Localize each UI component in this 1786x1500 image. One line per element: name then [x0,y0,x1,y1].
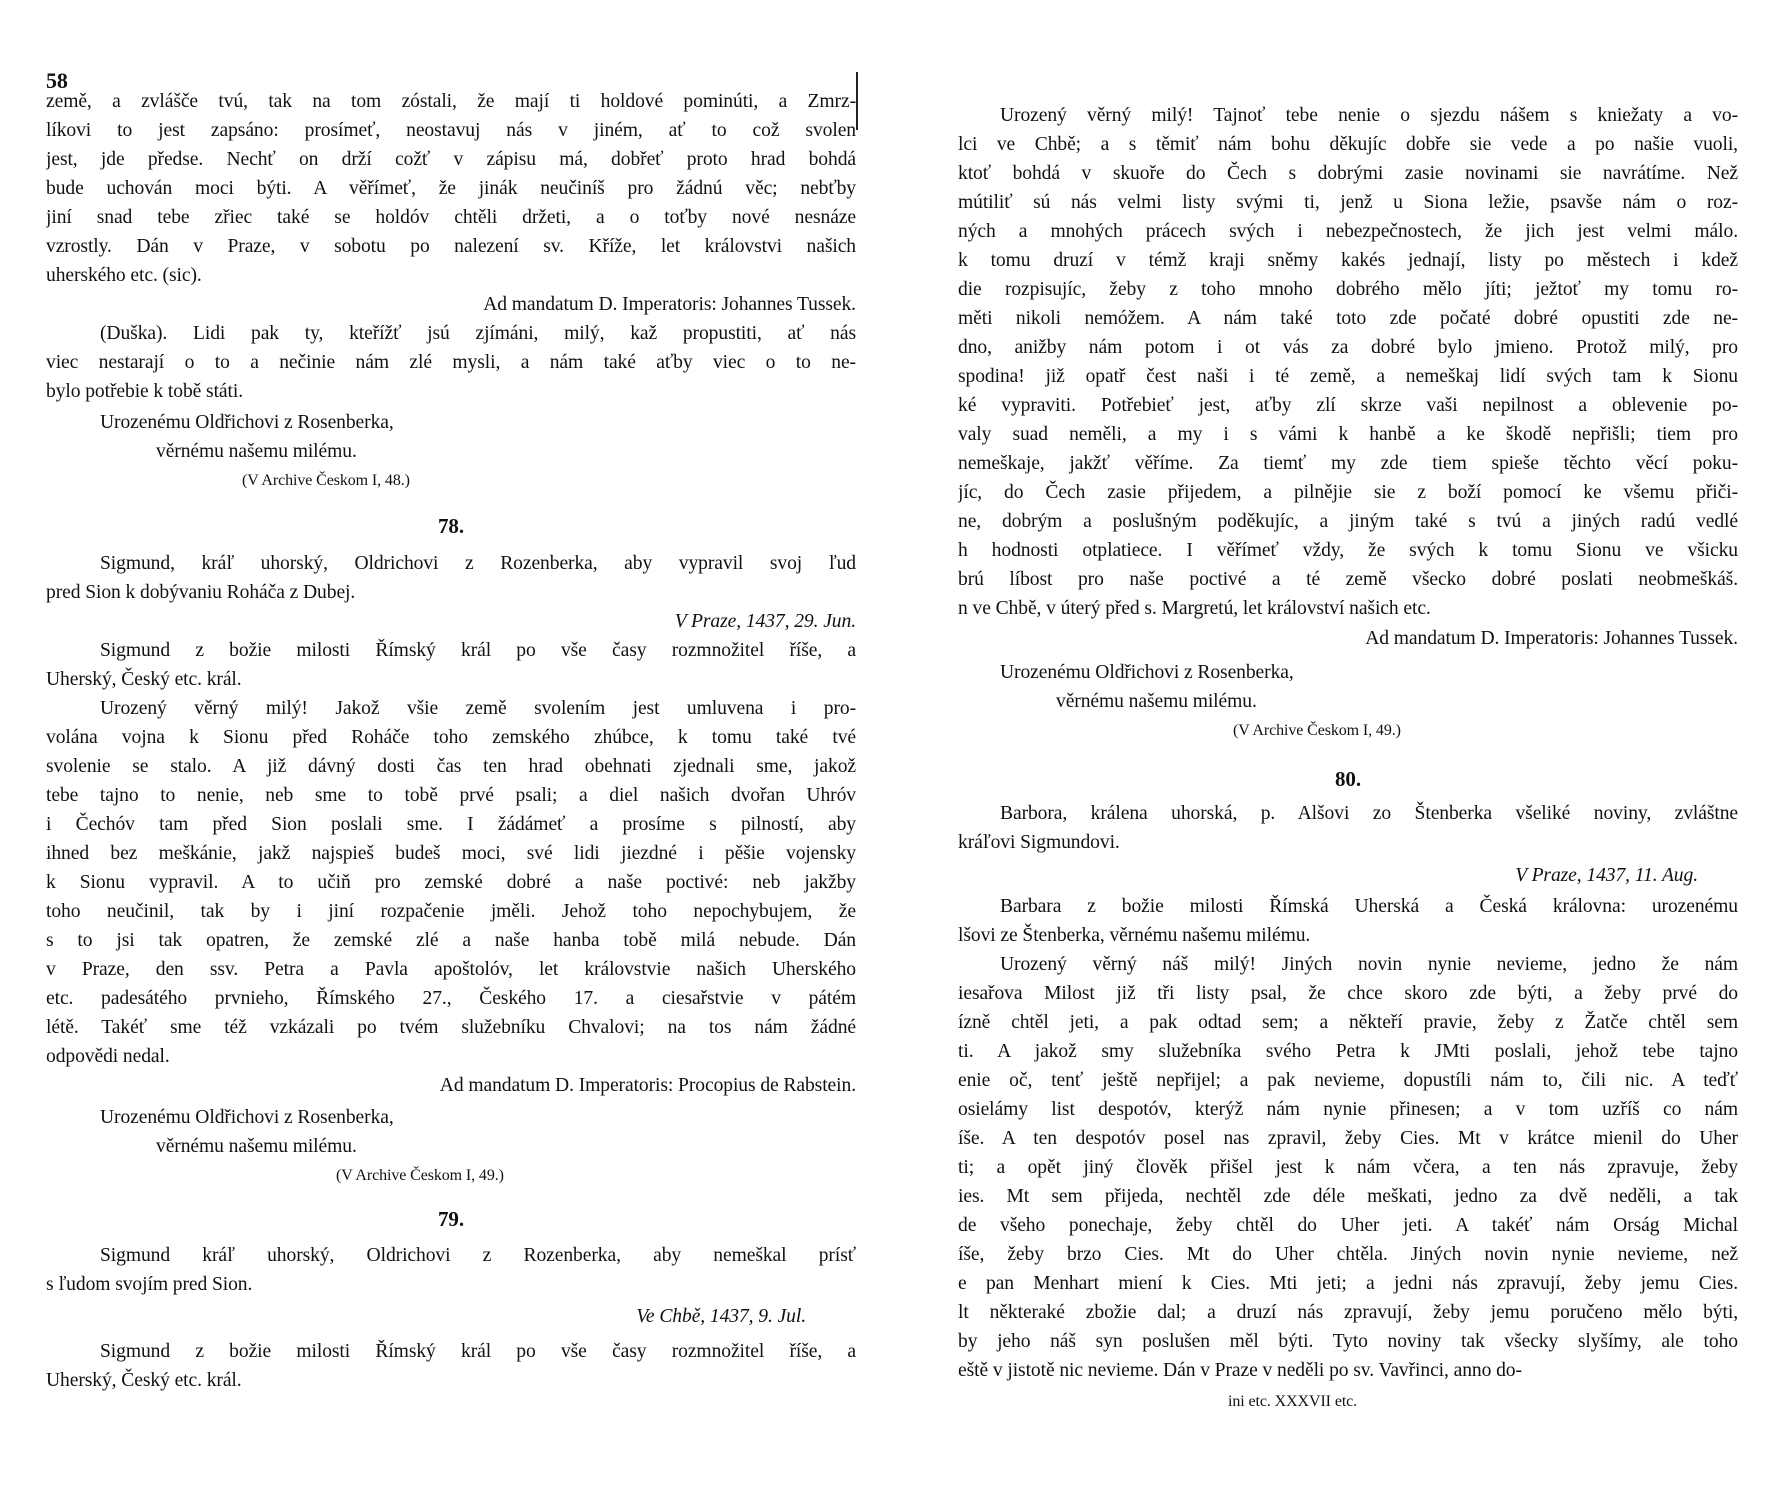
text-line: enie oč, tenť ještě nepřijel; a pak nevieme, dopustíli nám to, čili nic. A teďť [958,1070,1738,1091]
text-line: by jeho náš syn poslušen měl býti. Tyto noviny tak všecky slyšímy, ale toho [958,1331,1738,1352]
text-line: jiní snad tebe zřiec také se holdóv chtěli držeti, a o toťby nové nesnáze [46,207,856,228]
text-line: ne, dobrým a poslušným poděkujíc, a jiným také s tvú a jiných radú vedlé [958,511,1738,532]
source-citation: (V Archive Českom I, 49.) [1233,722,1401,739]
text-line: Urozený věrný milý! Tajnoť tebe nenie o sjezdu nášem s kniežaty a vo- [1000,105,1738,126]
text-line: ti; a opět jiný člověk přišel jest k nám včera, a ten nás zpravuje, žeby [958,1157,1738,1178]
text-line: uherského etc. (sic). [46,265,202,286]
text-line: de všeho ponechaje, žeby chtěl do Uher jeti. A takéť nám Orság Michal [958,1215,1738,1236]
text-line: s to jsi tak opatren, že zemské zlé a naše hanba tobě milá nebude. Dán [46,930,856,951]
text-line: lci ve Chbě; a s těmiť nám bohu děkujíc dobře sie vede a po našie vuoli, [958,134,1738,155]
page-number: 58 [46,68,68,93]
text-line: Barbara z božie milosti Římská Uherská a Česká královna: urozenému [1000,896,1738,917]
document-number: 79. [438,1207,464,1231]
text-line: k tomu druzí v témž kraji sněmy kakés jednají, listy po městech i kdež [958,250,1738,271]
mandate-line: Ad mandatum D. Imperatoris: Johannes Tussek. [1365,628,1738,649]
text-line: Sigmund, kráľ uhorský, Oldrichovi z Rozenberka, aby vypravil svoj ľud [100,553,856,574]
text-line: dno, anižby nám potom i ot vás za dobré bylo jmieno. Protož milý, pro [958,337,1738,358]
text-line: valy suad neměli, a my i s vámi k hanbě a ke škodě nepřišli; tiem pro [958,424,1738,445]
text-line: ízně chtěl jeti, a pak odtad sem; a někteří pravie, žeby z Žatče chtěl sem [958,1012,1738,1033]
text-line: odpovědi nedal. [46,1046,170,1067]
text-line: h hodnosti otplatiece. I věřímeť vždy, že svých k tomu Sionu ve všicku [958,540,1738,561]
mandate-line: Ad mandatum D. Imperatoris: Procopius de Rabstein. [439,1075,856,1096]
text-line: die rozpisujíc, žeby z toho mnoho dobrého mělo jíti; ježtoť my tomu ro- [958,279,1738,300]
text-line: brú líbost pro naše poctivé a té země všecko dobré poslati neobmeškáš. [958,569,1738,590]
text-line: ihned bez meškánie, jakž najspieš budeš moci, své lidi jiezdné i pěšie vojensky [46,843,856,864]
text-line: Sigmund kráľ uhorský, Oldrichovi z Rozenberka, aby nemeškal prísť [100,1245,856,1266]
text-line: tebe tajno to nenie, neb sme to tobě prvé psali; a diel našich dvořan Uhróv [46,785,856,806]
date-line: V Praze, 1437, 11. Aug. [1515,865,1698,886]
text-line: n ve Chbě, v úterý před s. Margretú, let království našich etc. [958,598,1431,619]
address-line: věrnému našemu milému. [156,441,357,462]
text-line: líkovi to jest zapsáno: prosímeť, neostavuj nás v jiném, ať to což svolen [46,120,856,141]
address-line: věrnému našemu milému. [156,1136,357,1157]
text-line: lšovi ze Štenberka, věrnému našemu milému. [958,925,1311,946]
text-line: (Duška). Lidi pak ty, kteřížť jsú zjímáni, milý, kaž propustiti, ať nás [100,323,856,344]
address-line: věrnému našemu milému. [1056,691,1257,712]
text-line: toho neučinil, tak by i jiní rozpačenie jměli. Jehož toho nepochybujem, že [46,901,856,922]
date-line: V Praze, 1437, 29. Jun. [674,611,856,632]
address-line: Urozenému Oldřichovi z Rosenberka, [1000,662,1294,683]
text-line: k Sionu vypravil. A to učiň pro zemské dobré a naše poctivé: neb jakžby [46,872,856,893]
text-line: jíc, do Čech zasie přijedem, a pilnějie sie z boží pomocí ke všemu přiči- [958,482,1738,503]
text-line: ti. A jakož smy služebníka svého Petra k JMti poslali, jehož tebe tajno [958,1041,1738,1062]
source-citation: ini etc. XXXVII etc. [1228,1393,1358,1410]
text-line: íše. A ten despotóv posel nas zpravil, žeby Cies. Mt v krátce mienil do Uher [958,1128,1738,1149]
address-line: Urozenému Oldřichovi z Rosenberka, [100,1107,394,1128]
text-line: Urozený věrný náš milý! Jiných novin nynie nevieme, jedno že nám [1000,954,1738,975]
text-line: etc. padesátého prvnieho, Římského 27., Českého 17. a ciesařstvie v pátém [46,988,856,1009]
text-line: spodina! již opatř čest naši i té země, a nemeškaj lidí svých tam k Sionu [958,366,1738,387]
text-line: země, a zvlášče tvú, tak na tom zóstali, že mají ti holdové pominúti, a Zmrz- [46,91,856,112]
text-line: svolenie se stalo. A již dávný dosti čas ten hrad obehnati zjednali sme, jakož [46,756,856,777]
date-line: Ve Chbě, 1437, 9. Jul. [636,1306,806,1327]
text-line: Uherský, Český etc. král. [46,1370,242,1391]
source-citation: (V Archive Českom I, 48.) [242,472,410,489]
text-line: jest, jde předse. Nechť on drží cožť v zápisu má, dobřeť proto hrad bohdá [46,149,856,170]
text-line: Uherský, Český etc. král. [46,669,242,690]
text-line: bylo potřebie k tobě státi. [46,381,244,402]
text-line: Sigmund z božie milosti Římský král po vše časy rozmnožitel říše, a [100,1341,856,1362]
text-line: Sigmund z božie milosti Římský král po vše časy rozmnožitel říše, a [100,640,856,661]
text-line: iesařova Milost již tři listy psal, že chce skoro zde býti, a žeby prvé do [958,983,1738,1004]
text-line: měti nikoli nemóžem. A nám také toto zde počaté dobré opustiti zde ne- [958,308,1738,329]
text-line: v Praze, den ssv. Petra a Pavla apoštolóv, let královstvie našich Uherského [46,959,856,980]
text-line: ies. Mt sem přijeda, nechtěl zde déle meškati, jedno za dvě neděli, a tak [958,1186,1738,1207]
text-line: e pan Menhart miení k Cies. Mti jeti; a jedni nás zpravují, žeby jemu Cies. [958,1273,1738,1294]
text-line: létě. Takéť sme též vzkázali po tvém služebníku Chvalovi; na tos nám žádné [46,1017,856,1038]
text-line: lt některaké zbožie dal; a druzí nás zpravují, žeby jemu poručeno mělo býti, [958,1302,1738,1323]
source-citation: (V Archive Českom I, 49.) [336,1167,504,1184]
text-line: ných a mnohých prácech svých i nebezpečnostech, že jich jest velmi málo. [958,221,1738,242]
document-number: 78. [438,514,464,538]
text-line: Urozený věrný milý! Jakož všie země svolením jest umluvena i pro- [100,698,856,719]
text-line: kráľovi Sigmundovi. [958,832,1120,853]
text-line: ké vypraviti. Potřebieť jest, aťby zlí skrze vaši nepilnost a oblevenie po- [958,395,1738,416]
text-line: Barbora, králena uhorská, p. Alšovi zo Štenberka všeliké noviny, zvláštne [1000,803,1738,824]
mandate-line: Ad mandatum D. Imperatoris: Johannes Tussek. [483,294,856,315]
text-line: eště v jistotě nic nevieme. Dán v Praze v neděli po sv. Vavřinci, anno do- [958,1360,1522,1381]
text-line: mútiliť sú nás velmi listy svými ti, jenž u Siona ležie, psavše nám o roz- [958,192,1738,213]
text-line: vzrostly. Dán v Praze, v sobotu po nalezení sv. Kříže, let královstvi našich [46,236,856,257]
right-page [958,0,1738,1500]
text-line: pred Sion k dobývaniu Roháča z Dubej. [46,582,356,603]
text-line: nemeškaje, jakžť věříme. Za tiemť my zde tiem spieše těchto věcí poku- [958,453,1738,474]
left-page [46,0,856,1500]
text-line: s ľudom svojím pred Sion. [46,1274,253,1295]
text-line: íše, žeby brzo Cies. Mt do Uher chtěla. Jiných novin nynie nevieme, než [958,1244,1738,1265]
text-line: osielámy list despotóv, kterýž nám nynie přinesen; a v tom uzříš co nám [958,1099,1738,1120]
text-line: i Čechóv tam před Sion poslali sme. I žádámeť a prosíme s pilností, aby [46,814,856,835]
gutter-rule [856,72,858,130]
text-line: volána vojna k Sionu před Roháče toho zemského zhúbce, k tomu také tvé [46,727,856,748]
address-line: Urozenému Oldřichovi z Rosenberka, [100,412,394,433]
document-number: 80. [1335,767,1361,791]
text-line: viec nestarají o to a nečinie nám zlé mysli, a nám také aťby viec o to ne- [46,352,856,373]
text-line: ktoť bohdá v skuoře do Čech s dobrými zasie novinami sie navrátíme. Než [958,163,1738,184]
text-line: bude uchován moci býti. A věřímeť, že jinák neučiníš pro žádnú věc; nebťby [46,178,856,199]
